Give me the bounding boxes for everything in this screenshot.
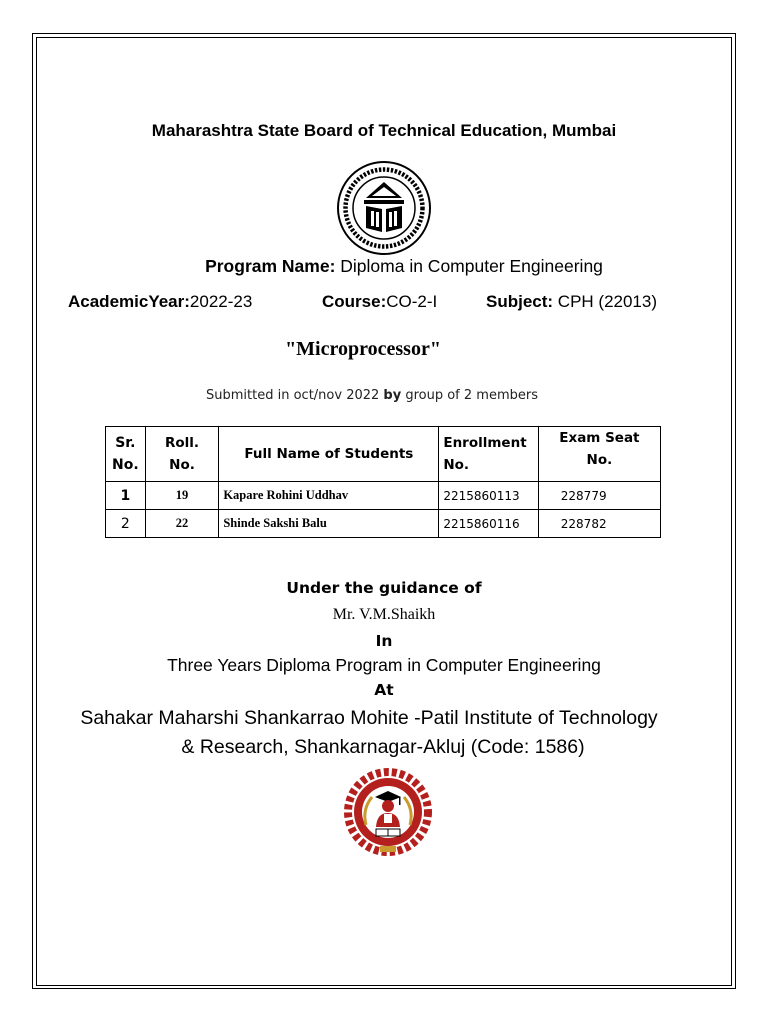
in-label: In bbox=[375, 632, 393, 650]
at-label: At bbox=[374, 681, 394, 699]
cell-roll-no: 19 bbox=[145, 482, 219, 510]
submitted-by: by bbox=[383, 388, 402, 403]
header-roll-no: Roll. No. bbox=[145, 427, 219, 482]
academic-year bbox=[68, 292, 252, 312]
subject-value: CPH (22013) bbox=[553, 292, 657, 311]
board-title: Maharashtra State Board of Technical Education, Mumbai bbox=[151, 121, 617, 140]
header-full-name: Full Name of Students bbox=[219, 427, 439, 482]
guidance-label: Under the guidance of bbox=[286, 579, 482, 597]
institute-name-line2: & Research, Shankarnagar-Akluj (Code: 1586) bbox=[181, 736, 585, 758]
course-label: Course: bbox=[322, 292, 387, 311]
table-header-row bbox=[106, 427, 661, 482]
cell-enrollment-no: 2215860113 bbox=[439, 482, 538, 510]
msbte-seal-logo bbox=[336, 160, 432, 256]
course bbox=[322, 292, 437, 312]
table-row bbox=[106, 482, 661, 510]
cell-roll-no: 22 bbox=[145, 510, 219, 538]
cell-exam-seat-no: 228779 bbox=[538, 482, 660, 510]
academic-year-value: 2022-23 bbox=[189, 292, 253, 311]
course-value: CO-2-I bbox=[386, 292, 438, 311]
program-name bbox=[0, 256, 768, 277]
cell-sr-no: 2 bbox=[106, 510, 146, 538]
subject-label: Subject: bbox=[486, 292, 554, 311]
program-label: Program Name: bbox=[205, 256, 336, 276]
guide-name: Mr. V.M.Shaikh bbox=[332, 606, 436, 623]
header-enrollment-no: Enrollment No. bbox=[439, 427, 538, 482]
table-row bbox=[106, 510, 661, 538]
academic-year-label: AcademicYear: bbox=[68, 292, 190, 311]
cell-student-name: Kapare Rohini Uddhav bbox=[219, 482, 439, 510]
subject bbox=[486, 292, 657, 312]
header-exam-seat-no: Exam Seat No. bbox=[538, 427, 660, 482]
cell-student-name: Shinde Sakshi Balu bbox=[219, 510, 439, 538]
header-sr-no: Sr. No. bbox=[106, 427, 146, 482]
submitted-group: group of 2 members bbox=[401, 388, 538, 403]
program-value: Diploma in Computer Engineering bbox=[335, 256, 603, 276]
cell-exam-seat-no: 228782 bbox=[538, 510, 660, 538]
diploma-program-line: Three Years Diploma Program in Computer Engineering bbox=[167, 655, 601, 675]
cell-enrollment-no: 2215860116 bbox=[439, 510, 538, 538]
submission-note bbox=[0, 388, 744, 403]
submitted-text: Submitted in oct/nov 2022 bbox=[206, 388, 384, 403]
project-title: "Microprocessor" bbox=[285, 338, 441, 360]
cell-sr-no: 1 bbox=[106, 482, 146, 510]
institute-name-line1: Sahakar Maharshi Shankarrao Mohite -Patil Institute of Technology bbox=[80, 707, 658, 729]
students-table bbox=[105, 426, 661, 538]
institute-logo bbox=[342, 767, 434, 859]
